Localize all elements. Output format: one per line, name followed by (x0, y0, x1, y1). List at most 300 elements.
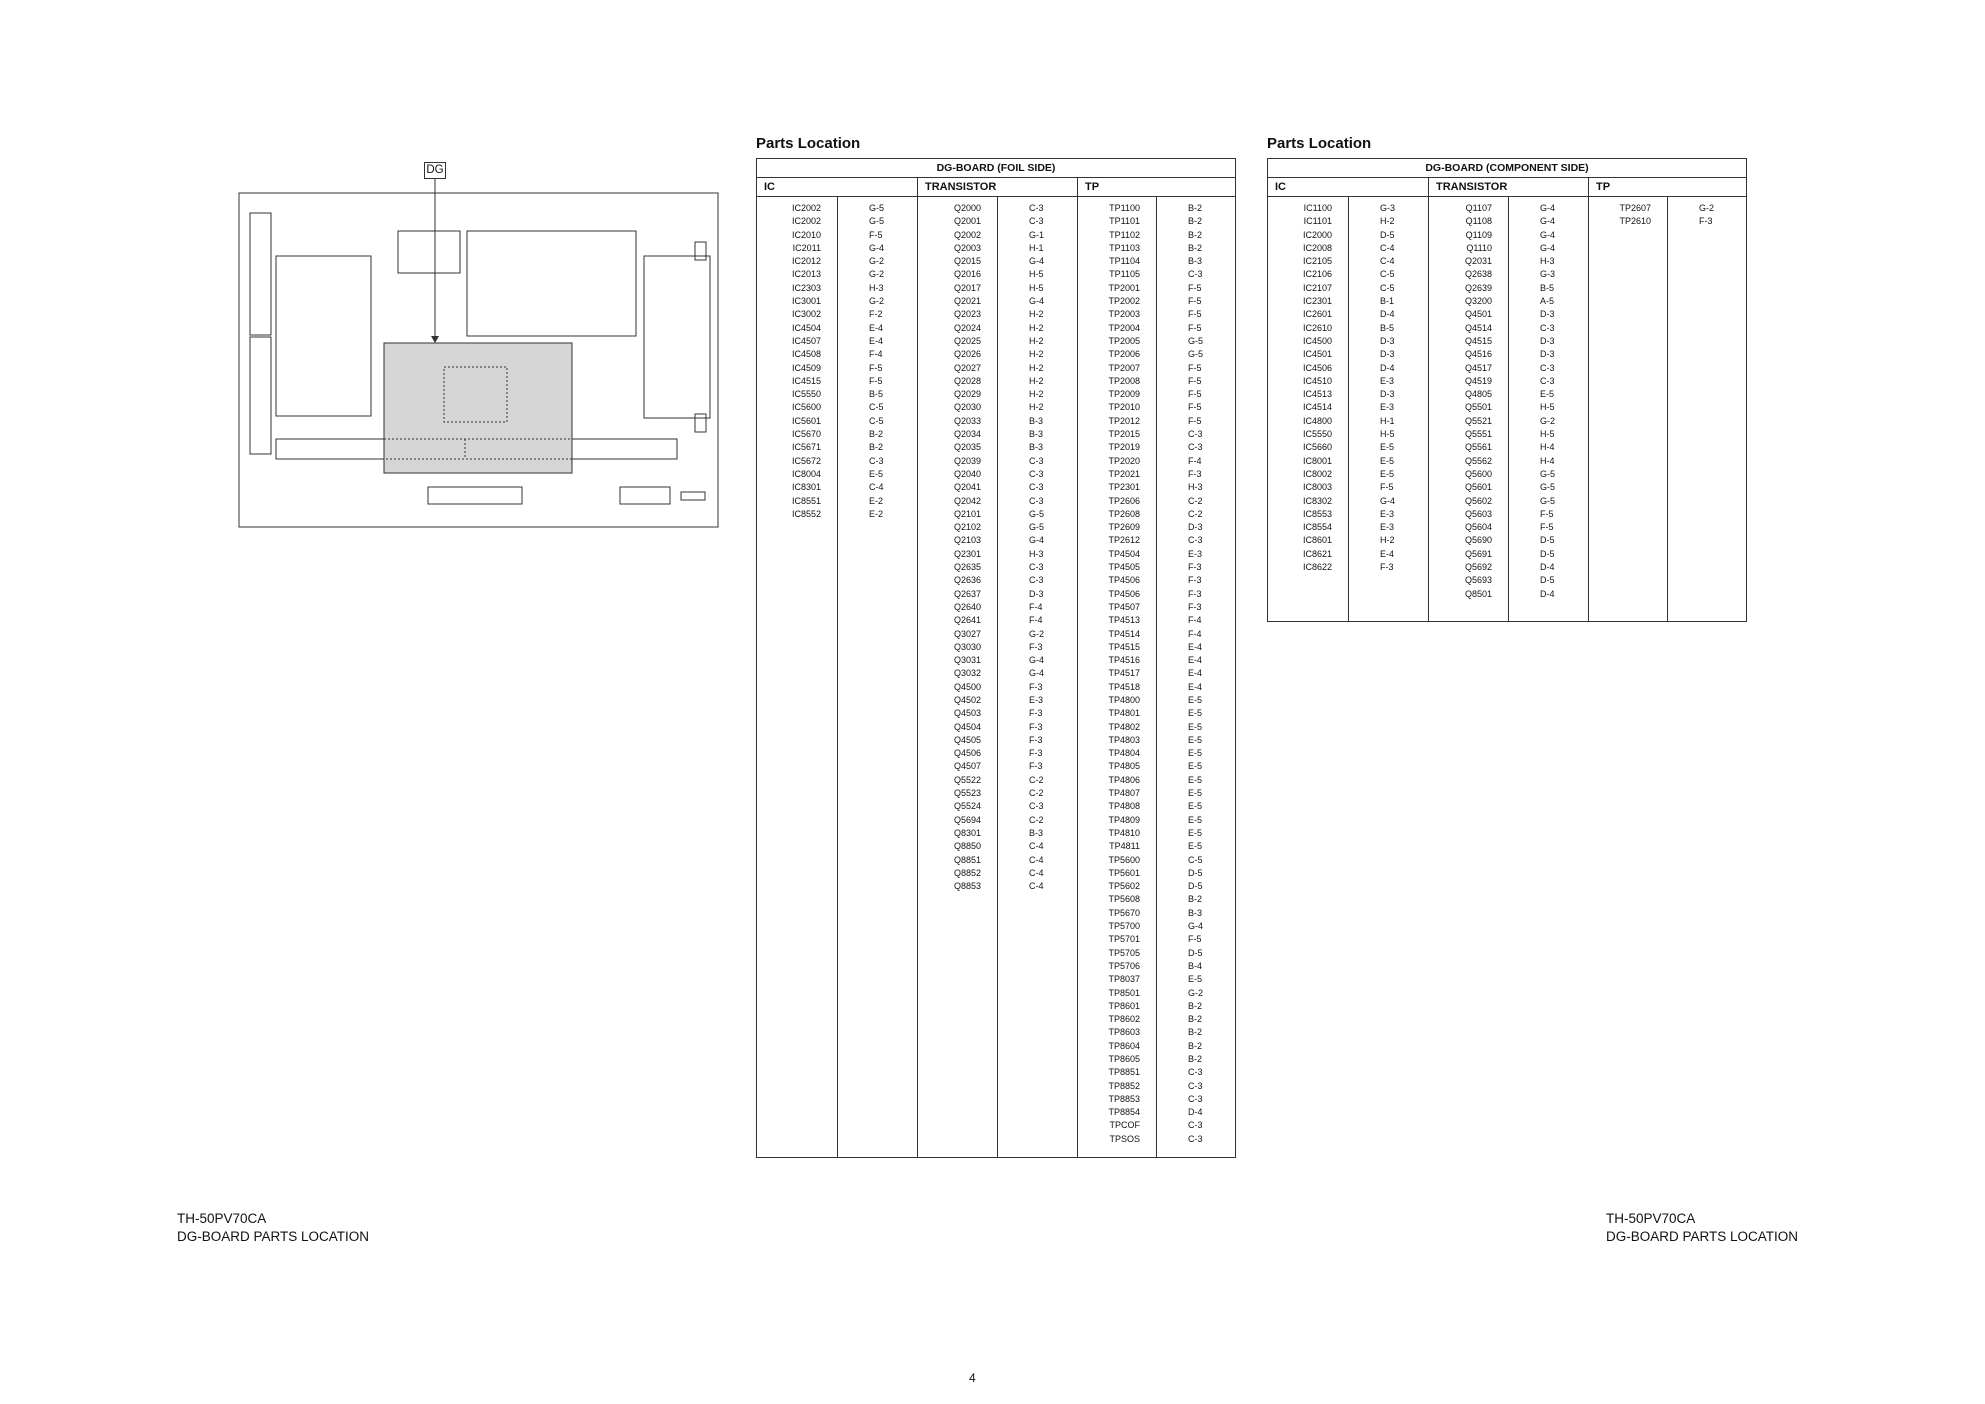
part-ref: Q2016 (953, 269, 981, 280)
part-ref: TP4811 (1109, 841, 1140, 852)
part-ref: TP2607 (1619, 203, 1651, 213)
part-ref: TP1105 (1109, 269, 1140, 280)
part-ref: IC2000 (1302, 229, 1332, 240)
part-ref: Q5690 (1464, 535, 1492, 546)
part-location: C-5 (1380, 269, 1395, 280)
part-location: F-3 (1380, 562, 1394, 573)
board-diagram (238, 162, 720, 530)
part-location: F-5 (1540, 508, 1554, 519)
part-ref: IC5550 (791, 389, 821, 400)
part-ref: IC2105 (1302, 256, 1332, 267)
part-ref: Q2637 (953, 588, 981, 599)
part-ref: TP4800 (1108, 694, 1140, 705)
part-location: F-4 (1188, 628, 1202, 639)
part-ref: TP4808 (1108, 801, 1140, 812)
part-ref: Q2031 (1464, 256, 1492, 267)
part-ref: IC8554 (1302, 522, 1332, 533)
part-ref: TPSOS (1109, 1133, 1140, 1144)
part-ref: TP2606 (1108, 495, 1140, 506)
part-ref: Q2638 (1464, 269, 1492, 280)
part-ref: Q1107 (1465, 203, 1492, 213)
part-ref: TP8037 (1108, 974, 1140, 985)
part-ref: TP5700 (1108, 921, 1140, 932)
part-location: H-3 (1188, 482, 1203, 493)
part-location: B-2 (1188, 242, 1203, 253)
part-location: F-5 (1188, 309, 1202, 320)
foil-board-title: DG-BOARD (FOIL SIDE) (757, 159, 1235, 178)
part-ref: Q1108 (1465, 216, 1492, 227)
part-ref: TP5601 (1108, 867, 1140, 878)
part-location: G-4 (869, 242, 885, 253)
part-ref: IC2601 (1302, 309, 1332, 320)
part-ref: TP4801 (1108, 708, 1140, 719)
component-cat-transistor: TRANSISTOR (1428, 178, 1588, 196)
part-location: E-5 (1188, 841, 1203, 852)
part-location: D-3 (1188, 522, 1203, 533)
part-ref: TP5670 (1108, 907, 1140, 918)
part-location: F-3 (1029, 681, 1043, 692)
part-ref: TP4514 (1108, 628, 1140, 639)
part-location: H-2 (1029, 375, 1044, 386)
part-ref: IC8622 (1302, 562, 1332, 573)
part-location: E-5 (1540, 389, 1555, 400)
part-location: E-5 (1380, 442, 1395, 453)
part-location: C-3 (1029, 455, 1044, 466)
part-location: F-5 (1188, 282, 1202, 293)
part-location: E-5 (1188, 774, 1203, 785)
part-ref: TP8603 (1108, 1027, 1140, 1038)
part-location: B-2 (1188, 1027, 1203, 1038)
part-ref: Q5604 (1464, 522, 1492, 533)
part-location: B-2 (869, 442, 884, 453)
part-location: D-3 (1540, 349, 1555, 360)
part-location: G-2 (1540, 415, 1556, 426)
part-location: F-5 (1188, 296, 1202, 307)
part-location: C-3 (1540, 362, 1555, 373)
part-location: D-3 (1380, 389, 1395, 400)
part-ref: TP2005 (1108, 335, 1140, 346)
part-location: D-3 (1380, 349, 1395, 360)
part-ref: Q5691 (1464, 548, 1492, 559)
component-transistor-locs (1508, 197, 1588, 622)
part-ref: IC5601 (791, 415, 821, 426)
part-location: F-4 (1188, 615, 1202, 626)
part-ref: Q5692 (1464, 562, 1492, 573)
part-location: D-4 (1540, 562, 1555, 573)
part-ref: TP4513 (1108, 615, 1140, 626)
part-location: G-2 (1188, 987, 1204, 998)
part-location: E-4 (869, 322, 884, 333)
part-location: F-3 (1029, 734, 1043, 745)
part-ref: TP8604 (1108, 1040, 1140, 1051)
part-ref: TP4516 (1108, 655, 1140, 666)
part-ref: Q2015 (953, 256, 981, 267)
footer-right-model: TH-50PV70CA (1606, 1211, 1696, 1226)
part-ref: TP1103 (1109, 242, 1140, 253)
part-location: G-5 (1540, 482, 1556, 493)
part-location: C-3 (1029, 495, 1044, 506)
part-ref: IC2301 (1302, 296, 1332, 307)
part-location: H-2 (1029, 402, 1044, 413)
part-location: C-4 (1029, 854, 1044, 865)
part-location: G-5 (1188, 335, 1204, 346)
part-ref: IC4504 (791, 322, 821, 333)
part-location: C-5 (869, 402, 884, 413)
part-location: E-4 (869, 335, 884, 346)
part-ref: Q4503 (953, 708, 981, 719)
part-location: G-5 (869, 216, 885, 227)
part-ref: TP2608 (1108, 508, 1140, 519)
part-ref: Q3031 (953, 655, 981, 666)
part-location: E-5 (1188, 694, 1203, 705)
part-ref: IC8003 (1302, 482, 1332, 493)
dg-label: DG (426, 164, 444, 176)
part-location: E-2 (869, 495, 884, 506)
part-ref: Q2027 (953, 362, 981, 373)
part-ref: Q8301 (953, 827, 981, 838)
part-location: F-4 (1029, 601, 1043, 612)
part-location: B-2 (1188, 1000, 1203, 1011)
part-ref: TP4805 (1108, 761, 1140, 772)
part-location: G-5 (1029, 508, 1045, 519)
part-location: C-5 (1380, 282, 1395, 293)
part-location: C-3 (1029, 203, 1044, 213)
part-location: G-4 (1029, 256, 1045, 267)
part-location: F-5 (1188, 415, 1202, 426)
part-location: B-5 (1540, 282, 1555, 293)
part-ref: Q2035 (953, 442, 981, 453)
part-ref: IC2008 (1302, 242, 1332, 253)
part-location: F-5 (1188, 322, 1202, 333)
part-location: G-4 (1029, 535, 1045, 546)
part-ref: IC8301 (791, 482, 821, 493)
part-ref: Q4502 (953, 694, 981, 705)
part-ref: Q5561 (1464, 442, 1492, 453)
part-ref: IC5550 (1302, 429, 1332, 440)
part-location: C-3 (1188, 535, 1203, 546)
part-location: G-2 (869, 256, 885, 267)
part-ref: TP2004 (1108, 322, 1140, 333)
part-ref: Q2639 (1464, 282, 1492, 293)
part-ref: Q2641 (953, 615, 981, 626)
part-ref: Q2002 (953, 229, 981, 240)
part-ref: Q5602 (1464, 495, 1492, 506)
part-location: F-4 (869, 349, 883, 360)
part-location: E-4 (1188, 655, 1203, 666)
part-ref: Q8852 (953, 867, 981, 878)
part-location: G-5 (869, 203, 885, 213)
part-ref: TP2012 (1108, 415, 1140, 426)
part-ref: Q2042 (953, 495, 981, 506)
part-location: C-4 (1029, 841, 1044, 852)
part-ref: TP2006 (1108, 349, 1140, 360)
part-ref: TPCOF (1109, 1120, 1140, 1131)
part-location: C-2 (1188, 508, 1203, 519)
part-location: E-5 (1188, 721, 1203, 732)
part-location: H-2 (1029, 335, 1044, 346)
part-location: G-3 (1540, 269, 1556, 280)
component-heading: Parts Location (1267, 135, 1372, 152)
part-location: B-3 (1029, 827, 1044, 838)
part-ref: Q4514 (1464, 322, 1492, 333)
part-location: C-3 (869, 455, 884, 466)
part-location: C-3 (1188, 429, 1203, 440)
part-location: G-2 (869, 269, 885, 280)
foil-heading: Parts Location (756, 135, 861, 152)
part-location: F-3 (1699, 216, 1713, 227)
part-location: F-5 (1540, 522, 1554, 533)
part-location: E-3 (1380, 508, 1395, 519)
part-ref: IC2013 (791, 269, 821, 280)
part-ref: Q8853 (953, 881, 981, 892)
part-location: D-3 (1029, 588, 1044, 599)
part-ref: Q4504 (953, 721, 981, 732)
part-location: H-3 (869, 282, 884, 293)
part-ref: Q3200 (1464, 296, 1492, 307)
part-location: F-3 (1188, 562, 1202, 573)
foil-transistor-refs (917, 197, 997, 1158)
footer-left (177, 1210, 369, 1246)
board-outline (238, 162, 720, 530)
part-location: C-3 (1029, 216, 1044, 227)
part-ref: IC5600 (791, 402, 821, 413)
part-location: F-3 (1029, 748, 1043, 759)
part-location: F-2 (869, 309, 883, 320)
part-location: C-2 (1029, 788, 1044, 799)
part-ref: Q2001 (953, 216, 981, 227)
part-ref: IC4509 (791, 362, 821, 373)
component-tp-locs (1667, 197, 1746, 622)
part-ref: Q2029 (953, 389, 981, 400)
part-location: E-3 (1380, 375, 1395, 386)
part-ref: Q2103 (953, 535, 981, 546)
foil-cat-ic: IC (764, 181, 775, 193)
part-ref: TP2001 (1108, 282, 1140, 293)
part-ref: TP2609 (1108, 522, 1140, 533)
part-location: D-5 (1540, 548, 1555, 559)
part-ref: Q5603 (1464, 508, 1492, 519)
part-ref: TP4506 (1108, 575, 1140, 586)
part-ref: TP5701 (1108, 934, 1140, 945)
part-location: F-3 (1029, 721, 1043, 732)
part-ref: Q5522 (953, 774, 981, 785)
footer-left-title: DG-BOARD PARTS LOCATION (177, 1229, 370, 1244)
foil-tp-locs (1156, 197, 1235, 1158)
part-ref: TP5705 (1108, 947, 1140, 958)
part-ref: TP1104 (1109, 256, 1140, 267)
part-location: E-5 (1188, 827, 1203, 838)
part-location: G-4 (1540, 242, 1556, 253)
part-location: G-1 (1029, 229, 1045, 240)
part-location: H-1 (1380, 415, 1395, 426)
part-location: C-3 (1188, 1080, 1203, 1091)
part-location: F-3 (1188, 588, 1202, 599)
part-ref: Q2640 (953, 601, 981, 612)
part-ref: Q2030 (953, 402, 981, 413)
part-ref: Q5693 (1464, 575, 1492, 586)
part-location: D-3 (1380, 335, 1395, 346)
part-location: H-4 (1540, 442, 1555, 453)
part-location: H-2 (1380, 216, 1395, 227)
part-ref: TP1102 (1109, 229, 1140, 240)
part-ref: TP2019 (1108, 442, 1140, 453)
part-ref: IC5671 (791, 442, 821, 453)
part-ref: TP2021 (1108, 468, 1140, 479)
part-location: F-3 (1029, 708, 1043, 719)
part-location: E-3 (1380, 522, 1395, 533)
part-ref: IC4507 (791, 335, 821, 346)
part-location: C-3 (1188, 442, 1203, 453)
part-ref: Q2003 (953, 242, 981, 253)
part-ref: Q5601 (1464, 482, 1492, 493)
part-location: G-4 (1540, 216, 1556, 227)
component-side-table (1267, 158, 1747, 622)
part-location: G-5 (1188, 349, 1204, 360)
part-ref: IC1100 (1303, 203, 1332, 213)
part-ref: Q5524 (953, 801, 981, 812)
part-location: B-2 (1188, 229, 1203, 240)
part-location: H-2 (1029, 349, 1044, 360)
foil-ic-refs (757, 197, 837, 1158)
part-location: F-3 (1188, 601, 1202, 612)
part-location: B-3 (1029, 442, 1044, 453)
page-number: 4 (969, 1371, 976, 1385)
part-ref: Q1109 (1465, 229, 1492, 240)
part-ref: TP2612 (1108, 535, 1140, 546)
foil-ic-locs (837, 197, 917, 1158)
part-location: C-3 (1540, 375, 1555, 386)
part-location: G-4 (1188, 921, 1204, 932)
part-location: F-3 (1029, 761, 1043, 772)
part-ref: IC2106 (1302, 269, 1332, 280)
part-location: G-2 (869, 296, 885, 307)
part-location: G-2 (1029, 628, 1045, 639)
part-ref: TP8501 (1108, 987, 1140, 998)
part-ref: IC8302 (1302, 495, 1332, 506)
part-ref: TP4802 (1108, 721, 1140, 732)
part-ref: TP2003 (1108, 309, 1140, 320)
part-location: E-5 (869, 468, 884, 479)
part-location: C-3 (1029, 562, 1044, 573)
part-ref: TP4809 (1108, 814, 1140, 825)
part-location: E-5 (1188, 708, 1203, 719)
part-location: E-4 (1188, 681, 1203, 692)
part-ref: IC2610 (1302, 322, 1332, 333)
part-ref: TP4806 (1108, 774, 1140, 785)
part-location: B-2 (1188, 1014, 1203, 1025)
part-ref: Q2301 (953, 548, 981, 559)
part-ref: Q2024 (953, 322, 981, 333)
component-board-title: DG-BOARD (COMPONENT SIDE) (1268, 159, 1746, 178)
part-location: G-3 (1380, 203, 1396, 213)
part-ref: IC4506 (1302, 362, 1332, 373)
part-location: E-5 (1380, 468, 1395, 479)
part-ref: IC8551 (791, 495, 821, 506)
part-location: C-4 (1029, 881, 1044, 892)
footer-left-model: TH-50PV70CA (177, 1211, 267, 1226)
part-ref: Q4515 (1464, 335, 1492, 346)
part-location: D-4 (1380, 362, 1395, 373)
part-location: C-2 (1188, 495, 1203, 506)
part-location: E-5 (1188, 814, 1203, 825)
part-ref: TP2008 (1108, 375, 1140, 386)
component-cat-tp: TP (1588, 178, 1746, 196)
part-ref: Q2102 (953, 522, 981, 533)
part-location: E-2 (869, 508, 884, 519)
part-location: C-3 (1029, 575, 1044, 586)
part-ref: Q2033 (953, 415, 981, 426)
part-location: H-5 (1380, 429, 1395, 440)
part-location: C-3 (1188, 269, 1203, 280)
part-ref: Q4519 (1464, 375, 1492, 386)
part-ref: Q5600 (1464, 468, 1492, 479)
part-ref: Q5521 (1464, 415, 1492, 426)
part-ref: TP5600 (1108, 854, 1140, 865)
part-location: C-3 (1540, 322, 1555, 333)
part-location: E-4 (1188, 668, 1203, 679)
part-ref: TP8852 (1108, 1080, 1140, 1091)
part-ref: Q2017 (953, 282, 981, 293)
part-ref: TP2020 (1108, 455, 1140, 466)
part-location: E-4 (1188, 641, 1203, 652)
part-ref: IC4513 (1302, 389, 1332, 400)
part-ref: Q4500 (953, 681, 981, 692)
part-location: F-5 (1188, 934, 1202, 945)
part-location: H-2 (1380, 535, 1395, 546)
part-location: G-4 (1540, 229, 1556, 240)
part-ref: Q5501 (1464, 402, 1492, 413)
part-ref: TP1101 (1109, 216, 1140, 227)
part-location: C-3 (1029, 482, 1044, 493)
part-ref: Q4805 (1464, 389, 1492, 400)
part-ref: TP4803 (1108, 734, 1140, 745)
part-ref: IC1101 (1303, 216, 1332, 227)
part-ref: IC2012 (791, 256, 821, 267)
part-ref: IC2002 (791, 216, 821, 227)
part-ref: IC5670 (791, 429, 821, 440)
part-ref: IC4500 (1302, 335, 1332, 346)
part-ref: TP5706 (1108, 960, 1140, 971)
part-ref: TP1100 (1109, 203, 1140, 213)
part-ref: Q4516 (1464, 349, 1492, 360)
part-location: B-2 (1188, 894, 1203, 905)
part-ref: Q4505 (953, 734, 981, 745)
part-location: D-3 (1540, 309, 1555, 320)
part-ref: IC4508 (791, 349, 821, 360)
part-ref: Q1110 (1466, 242, 1492, 253)
part-location: G-4 (1540, 203, 1556, 213)
part-location: H-2 (1029, 309, 1044, 320)
part-ref: Q2021 (953, 296, 981, 307)
part-location: C-3 (1029, 468, 1044, 479)
part-location: B-2 (1188, 216, 1203, 227)
part-ref: TP4517 (1108, 668, 1140, 679)
part-location: C-5 (869, 415, 884, 426)
part-ref: IC4510 (1302, 375, 1332, 386)
part-location: F-3 (1188, 575, 1202, 586)
part-location: H-3 (1540, 256, 1555, 267)
part-ref: IC8001 (1302, 455, 1332, 466)
part-location: B-3 (1029, 415, 1044, 426)
part-ref: TP5602 (1108, 881, 1140, 892)
part-location: E-5 (1188, 748, 1203, 759)
foil-category-row (757, 178, 1235, 197)
part-ref: TP4518 (1108, 681, 1140, 692)
part-location: G-2 (1699, 203, 1715, 213)
part-ref: IC2002 (791, 203, 821, 213)
part-ref: Q2026 (953, 349, 981, 360)
part-location: F-5 (869, 375, 883, 386)
